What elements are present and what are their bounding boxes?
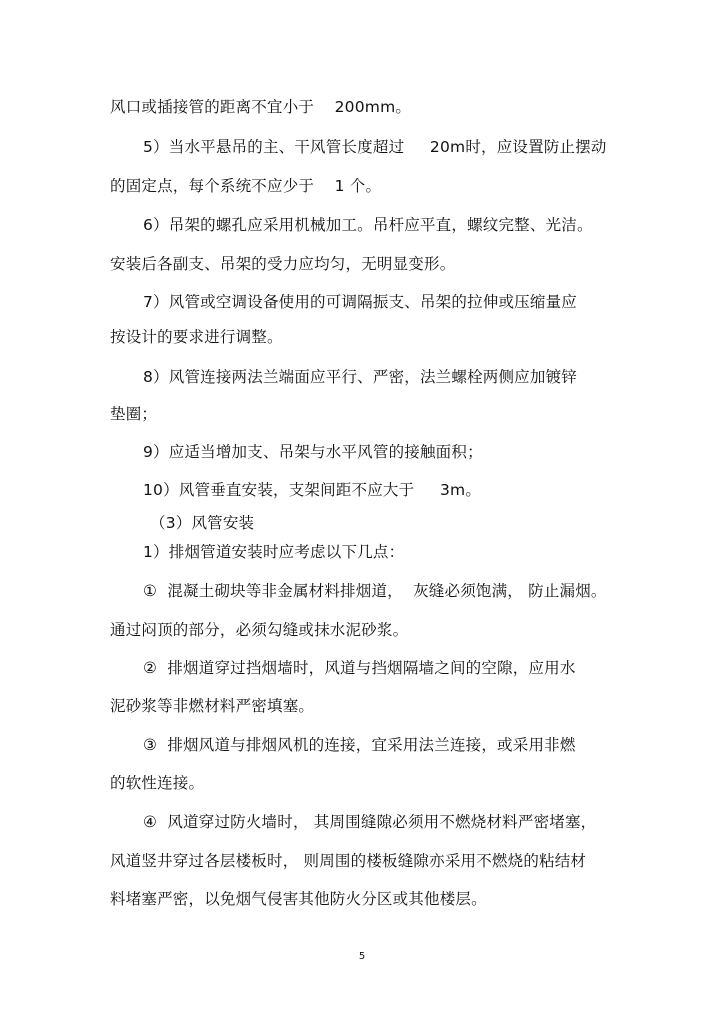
- text-line: ④ 风道穿过防火墙时， 其周围缝隙必须用不燃烧材料严密堵塞，: [143, 813, 597, 831]
- text-line: 泥砂浆等非燃材料严密填塞。: [110, 697, 315, 715]
- text-line: 垫圈；: [110, 405, 158, 423]
- text-line: 的软性连接。: [110, 774, 205, 792]
- text-line: 10）风管垂直安装，支架间距不应大于 3m。: [143, 481, 482, 499]
- text-line: 7）风管或空调设备使用的可调隔振支、吊架的拉伸或压缩量应: [143, 293, 577, 311]
- text-line: 的固定点，每个系统不应少于 1 个。: [110, 177, 382, 195]
- text-line: 风道竖井穿过各层楼板时， 则周围的楼板缝隙亦采用不燃烧的粘结材: [110, 852, 587, 870]
- text-line: ① 混凝土砌块等非金属材料排烟道， 灰缝必须饱满， 防止漏烟。: [143, 582, 607, 600]
- text-line: ③ 排烟风道与排烟风机的连接，宜采用法兰连接，或采用非燃: [143, 736, 576, 754]
- page-number: 5: [358, 951, 366, 962]
- text-line: ② 排烟道穿过挡烟墙时，风道与挡烟隔墙之间的空隙，应用水: [143, 659, 576, 677]
- section-heading: （3）风管安装: [150, 514, 255, 532]
- text-line: 料堵塞严密，以免烟气侵害其他防火分区或其他楼层。: [110, 890, 487, 908]
- text-line: 6）吊架的螺孔应采用机械加工。吊杆应平直，螺纹完整、光洁。: [143, 216, 593, 234]
- text-line: 1）排烟管道安装时应考虑以下几点：: [143, 543, 405, 561]
- text-line: 安装后各副支、吊架的受力应均匀，无明显变形。: [110, 255, 456, 273]
- text-line: 5）当水平悬吊的主、干风管长度超过 20m时，应设置防止摆动: [143, 138, 607, 156]
- text-line: 通过闷顶的部分，必须勾缝或抹水泥砂浆。: [110, 621, 409, 639]
- text-line: 9）应适当增加支、吊架与水平风管的接触面积；: [143, 443, 483, 461]
- text-line: 8）风管连接两法兰端面应平行、严密，法兰螺栓两侧应加镀锌: [143, 368, 577, 386]
- text-line: 风口或插接管的距离不宜小于 200mm。: [110, 98, 412, 116]
- text-line: 按设计的要求进行调整。: [110, 328, 283, 346]
